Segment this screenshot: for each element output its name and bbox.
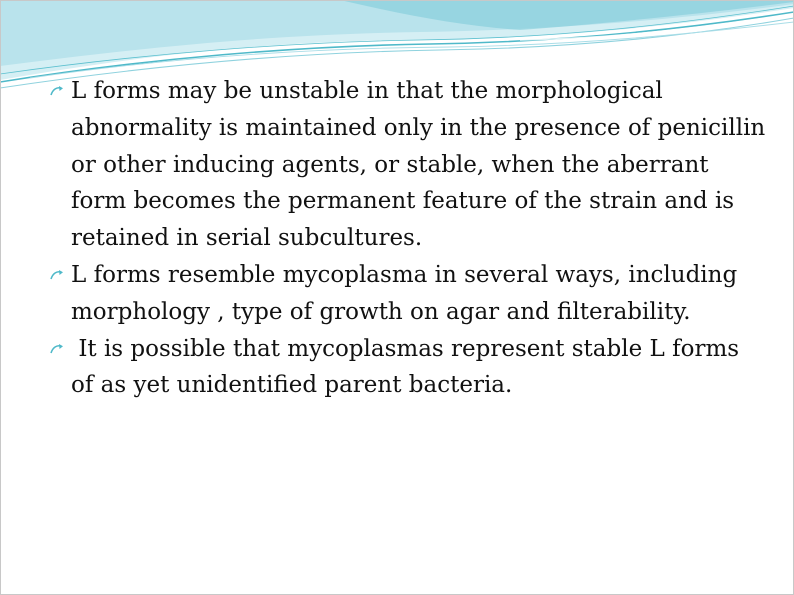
bullet-list <box>48 73 768 404</box>
bullet-item <box>48 331 768 405</box>
curved-arrow-bullet-icon <box>50 344 64 355</box>
curved-arrow-bullet-icon <box>50 86 64 97</box>
bullet-item <box>48 73 768 257</box>
bullet-item <box>48 257 768 331</box>
bullet-text: It is possible that mycoplasmas represent stable L forms of as yet unidentified parent bacteria. <box>71 335 747 399</box>
bullet-text: L forms may be unstable in that the morphological abnormality is maintained only in the presence of penicillin or other inducing agents, or stable, when the aberrant form becomes the permanent feature of the strain and is retained in serial subcultures. <box>71 78 766 252</box>
bullet-text: L forms resemble mycoplasma in several ways, including morphology , type of growth on agar and filterability. <box>71 261 738 325</box>
curved-arrow-bullet-icon <box>50 270 64 281</box>
